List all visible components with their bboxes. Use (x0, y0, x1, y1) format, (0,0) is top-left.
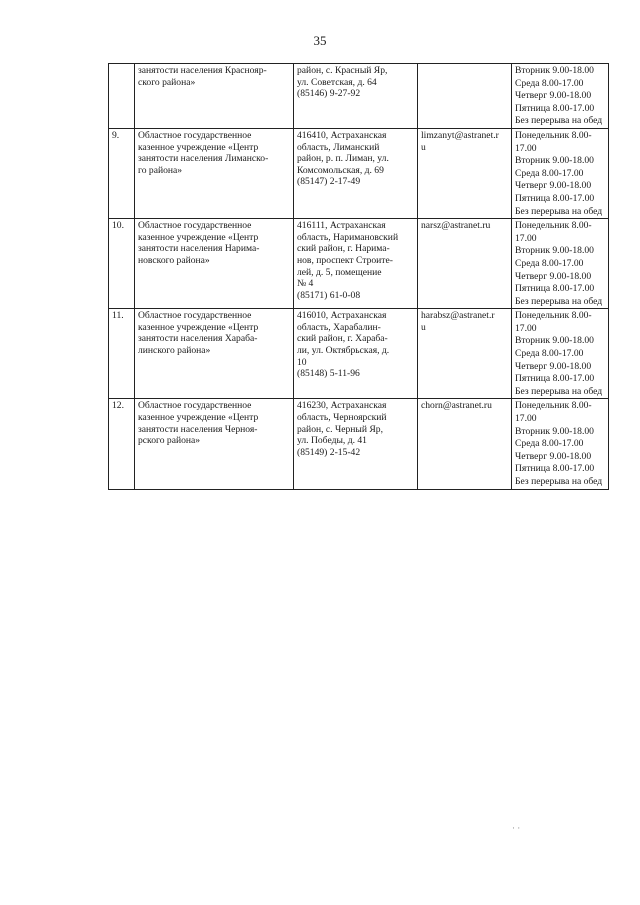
center-name-line: занятости населения Нарима- (138, 243, 260, 255)
working-hours-line: Без перерыва на обед (515, 295, 603, 307)
address-line: (85146) 9-27-92 (297, 88, 361, 100)
working-hours-line: Без перерыва на обед (515, 476, 603, 487)
center-name-cell (135, 309, 294, 399)
working-hours-line: Среда 8.00-17.00 (515, 167, 584, 179)
center-name-line: го района» (138, 164, 183, 176)
address-line: область, Лиманский (297, 141, 380, 153)
working-hours-cell (512, 128, 609, 218)
email-line: u (421, 321, 426, 333)
working-hours-line: Четверг 9.00-18.00 (515, 180, 592, 192)
table-row (109, 219, 609, 309)
working-hours-line: Без перерыва на обед (515, 115, 603, 127)
working-hours-line: Понедельник 8.00- (515, 310, 592, 322)
working-hours-line: Вторник 9.00-18.00 (515, 425, 594, 437)
working-hours-line: Четверг 9.00-18.00 (515, 360, 592, 372)
address-line: ский район, г. Хараба- (297, 333, 388, 345)
working-hours-line: 17.00 (515, 322, 537, 334)
center-name-line: занятости населения Лиманско- (138, 153, 269, 165)
working-hours-line: Пятница 8.00-17.00 (515, 192, 595, 204)
email-line: limzanyt@astranet.r (421, 129, 499, 141)
working-hours-line: Среда 8.00-17.00 (515, 257, 584, 269)
address-line: 416230, Астраханская (297, 400, 387, 412)
working-hours-line: Понедельник 8.00- (515, 129, 592, 141)
address-cell (294, 399, 418, 489)
center-name-line: рского района» (138, 435, 201, 447)
working-hours-line: Пятница 8.00-17.00 (515, 463, 595, 475)
working-hours-line: Пятница 8.00-17.00 (515, 283, 595, 295)
address-cell (294, 309, 418, 399)
working-hours-line: Среда 8.00-17.00 (515, 348, 584, 360)
address-line: (85171) 61-0-08 (297, 289, 361, 301)
working-hours-line: Вторник 9.00-18.00 (515, 335, 594, 347)
center-name-cell (135, 128, 294, 218)
table-row (109, 64, 609, 129)
scan-speck: · · (512, 823, 521, 833)
address-line: Комсомольская, д. 69 (297, 164, 384, 176)
address-line: 10 (297, 356, 307, 368)
working-hours-line: Четверг 9.00-18.00 (515, 450, 592, 462)
table-row (109, 128, 609, 218)
working-hours-line: Вторник 9.00-18.00 (515, 65, 594, 76)
address-line: ский район, г. Нарима- (297, 243, 390, 255)
email-cell[interactable] (418, 309, 512, 399)
email-cell[interactable] (418, 128, 512, 218)
address-line: 416010, Астраханская (297, 310, 387, 322)
address-line: район, р. п. Лиман, ул. (297, 153, 389, 165)
center-name-line: занятости населения Черноя- (138, 423, 258, 435)
working-hours-line: Вторник 9.00-18.00 (515, 245, 594, 257)
address-line: область, Наримановский (297, 231, 399, 243)
address-line: 416410, Астраханская (297, 129, 387, 141)
working-hours-cell (512, 399, 609, 489)
center-name-cell (135, 219, 294, 309)
working-hours-line: Без перерыва на обед (515, 385, 603, 397)
email-line: narsz@astranet.ru (421, 220, 491, 232)
row-number: 10. (109, 219, 135, 309)
row-number: 9. (109, 128, 135, 218)
email-line: u (421, 141, 426, 153)
address-line: область, Харабалин- (297, 321, 381, 333)
working-hours-line: 17.00 (515, 232, 537, 244)
address-line: район, с. Черный Яр, (297, 423, 383, 435)
page-number: 35 (313, 33, 327, 48)
email-cell[interactable] (418, 219, 512, 309)
address-line: ли, ул. Октябрьская, д. (297, 345, 390, 357)
address-line: ул. Победы, д. 41 (297, 435, 367, 447)
address-line: (85149) 2-15-42 (297, 446, 361, 458)
center-name-line: Областное государственное (138, 310, 252, 322)
row-number (109, 64, 135, 129)
center-name-line: Областное государственное (138, 400, 252, 412)
email-line: chorn@astranet.ru (421, 400, 492, 412)
working-hours-line: Четверг 9.00-18.00 (515, 90, 592, 102)
center-name-line: казенное учреждение «Центр (138, 321, 259, 333)
working-hours-line: 17.00 (515, 142, 537, 154)
working-hours-line: Четверг 9.00-18.00 (515, 270, 592, 282)
center-name-cell (135, 399, 294, 489)
center-name-line: новского района» (138, 254, 210, 266)
center-name-line: Областное государственное (138, 220, 252, 232)
address-line: район, с. Красный Яр, (297, 65, 388, 76)
email-cell[interactable] (418, 399, 512, 489)
address-cell (294, 219, 418, 309)
row-number: 12. (109, 399, 135, 489)
working-hours-line: Пятница 8.00-17.00 (515, 102, 595, 114)
table-row (109, 399, 609, 489)
address-line: № 4 (297, 278, 314, 290)
address-line: 416111, Астраханская (297, 220, 386, 232)
center-name-line: занятости населения Хараба- (138, 333, 258, 345)
working-hours-line: Среда 8.00-17.00 (515, 77, 584, 89)
working-hours-cell (512, 309, 609, 399)
working-hours-line: Вторник 9.00-18.00 (515, 155, 594, 167)
address-cell (294, 128, 418, 218)
row-number: 11. (109, 309, 135, 399)
table-row (109, 309, 609, 399)
center-name-line: занятости населения Краснояр- (138, 65, 267, 76)
address-line: (85148) 5-11-96 (297, 368, 360, 380)
center-name-line: казенное учреждение «Центр (138, 412, 259, 424)
address-line: (85147) 2-17-49 (297, 176, 361, 188)
center-name-line: Областное государственное (138, 129, 252, 141)
working-hours-line: 17.00 (515, 413, 537, 425)
center-name-line: линского района» (138, 345, 211, 357)
address-cell (294, 64, 418, 129)
email-cell[interactable] (418, 64, 512, 129)
address-line: ул. Советская, д. 64 (297, 76, 377, 88)
employment-centers-table (108, 63, 609, 490)
address-line: область, Черноярский (297, 412, 387, 424)
email-line: harabsz@astranet.r (421, 310, 495, 322)
working-hours-cell (512, 64, 609, 129)
address-line: нов, проспект Строите- (297, 254, 393, 266)
address-line: лей, д. 5, помещение (297, 266, 382, 278)
working-hours-line: Среда 8.00-17.00 (515, 438, 584, 450)
working-hours-line: Понедельник 8.00- (515, 220, 592, 232)
center-name-line: казенное учреждение «Центр (138, 141, 259, 153)
working-hours-line: Понедельник 8.00- (515, 400, 592, 412)
working-hours-line: Без перерыва на обед (515, 205, 603, 217)
center-name-line: казенное учреждение «Центр (138, 231, 259, 243)
table-body (109, 64, 609, 490)
center-name-cell (135, 64, 294, 129)
working-hours-line: Пятница 8.00-17.00 (515, 373, 595, 385)
working-hours-cell (512, 219, 609, 309)
center-name-line: ского района» (138, 76, 196, 88)
